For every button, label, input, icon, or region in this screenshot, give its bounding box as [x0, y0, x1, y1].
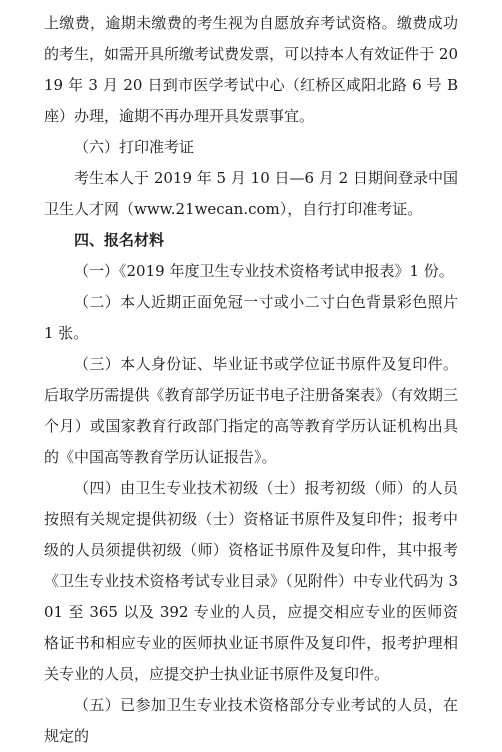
paragraph-material-4: （四）由卫生专业技术初级（士）报考初级（师）的人员按照有关规定提供初级（士）资格证书原件及复印件；报考中级的人员须提供初级（师）资格证书原件及复印件，其中报考《卫生专业技术资格考试专业目录》（见附件）中专业代码为 301 至 365 以及 392 专业的人员，应提交相应专业的医师资格证书和相应专业的医师执业证书原件及复印件，报考护理相关专业的人员，应提交护士执业证书原件及复印件。	[44, 479, 458, 683]
paragraph-print-admission-ticket: 考生本人于 2019 年 5 月 10 日—6 月 2 日期间登录中国卫生人才网（www.21wecan.com），自行打印准考证。	[44, 169, 458, 218]
paragraph-material-2: （二）本人近期正面免冠一寸或小二寸白色背景彩色照片 1 张。	[44, 293, 458, 342]
subheading-print-admission-ticket: （六）打印准考证	[74, 138, 195, 156]
section-heading-application-materials: 四、报名材料	[74, 231, 165, 249]
paragraph-material-5: （五）已参加卫生专业技术资格部分专业考试的人员，在规定的	[44, 696, 458, 745]
paragraph-material-1: （一）《2019 年度卫生专业技术资格考试申报表》1 份。	[74, 262, 454, 280]
paragraph-material-3: （三）本人身份证、毕业证书或学位证书原件及复印件。后取学历需提供《教育部学历证书电子注册备案表》（有效期三个月）或国家教育行政部门指定的高等教育学历认证机构出具的《中国高等教育学历认证报告》。	[44, 355, 458, 466]
paragraph-payment-invoice: 上缴费，逾期未缴费的考生视为自愿放弃考试资格。缴费成功的考生，如需开具所缴考试费发票，可以持本人有效证件于 2019 年 3 月 20 日到市医学考试中心（红桥区咸阳北路 6 号 B 座）办理，逾期不再办理开具发票事宜。	[44, 14, 458, 125]
